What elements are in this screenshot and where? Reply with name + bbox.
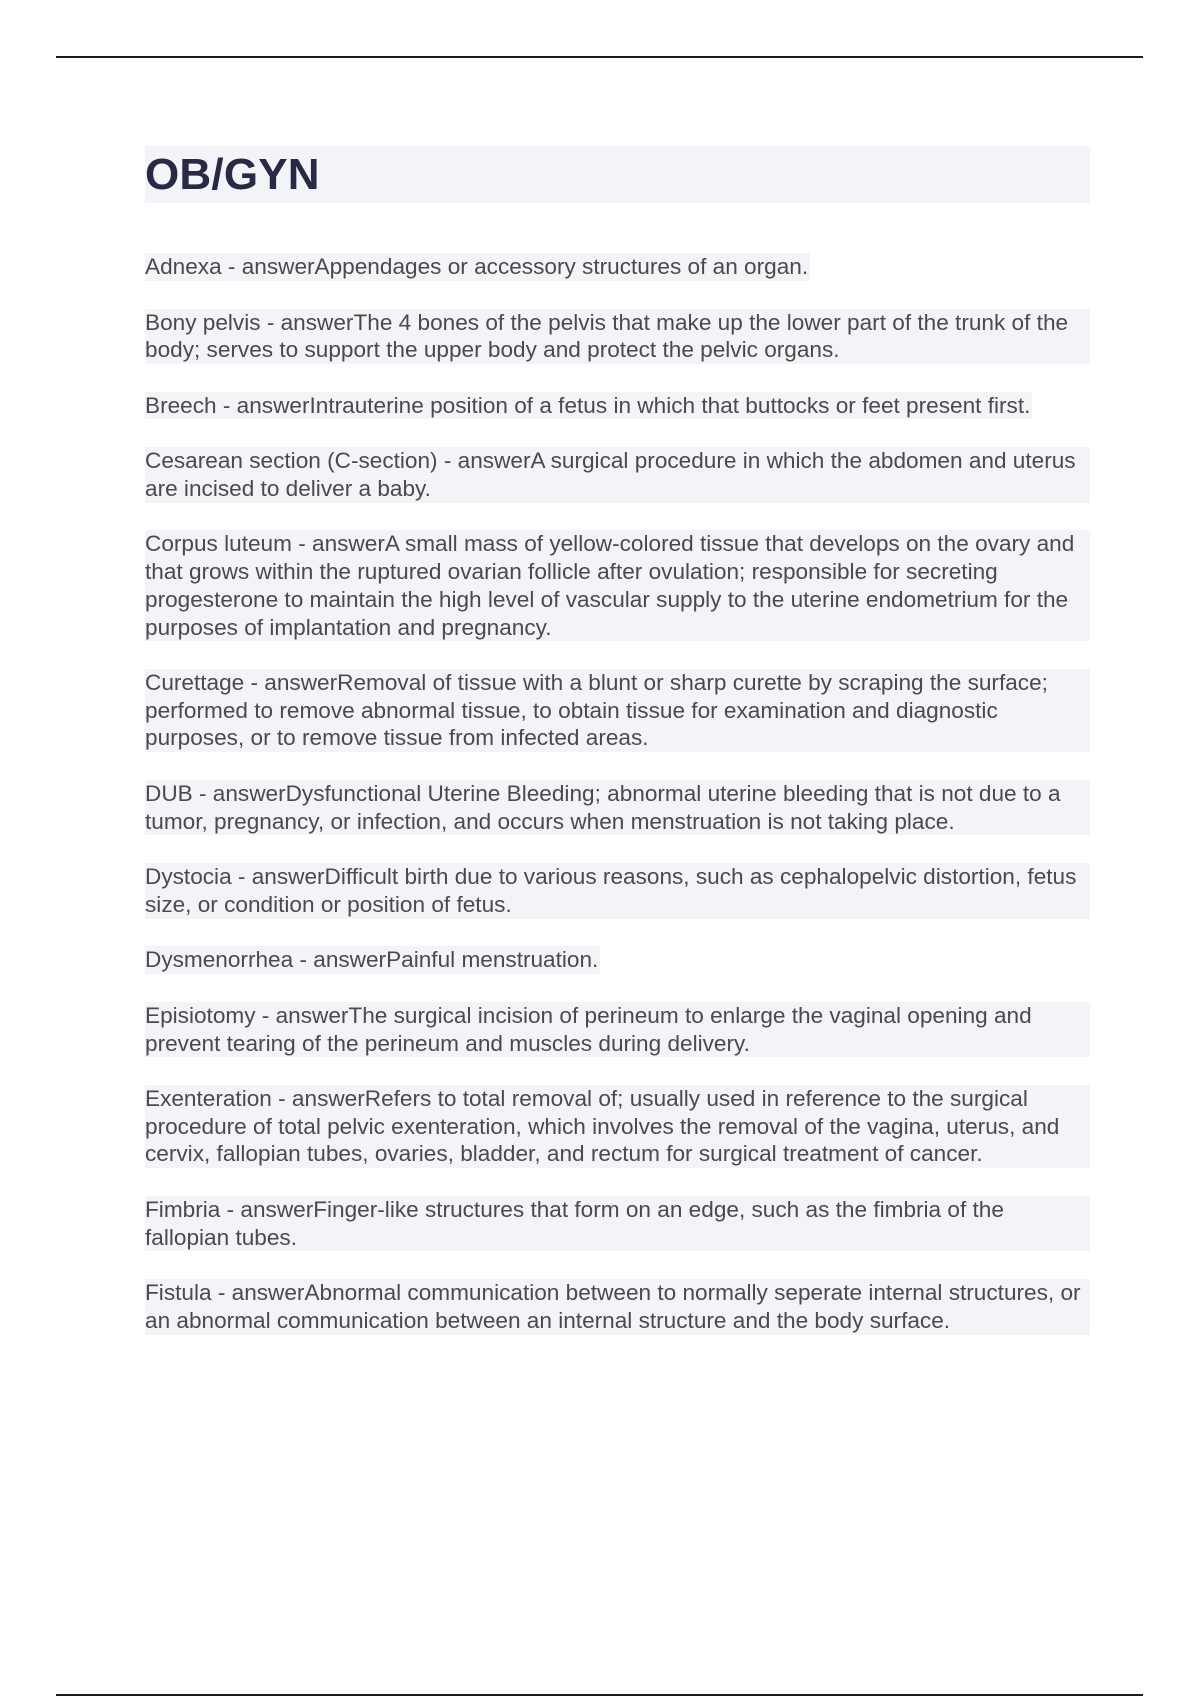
- glossary-entry: Bony pelvis - answerThe 4 bones of the pelvis that make up the lower part of the trunk of the body; serves to support the upper body and protect the pelvic organs.: [145, 309, 1090, 364]
- glossary-entry: Cesarean section (C-section) - answerA surgical procedure in which the abdomen and uterus are incised to deliver a baby.: [145, 447, 1090, 502]
- document-body: [145, 146, 1090, 1362]
- bottom-divider: [56, 1694, 1143, 1696]
- glossary-list: [145, 253, 1090, 1362]
- glossary-entry: Fistula - answerAbnormal communication between to normally seperate internal structures, or an abnormal communication between an internal structure and the body surface.: [145, 1279, 1090, 1334]
- glossary-entry: DUB - answerDysfunctional Uterine Bleeding; abnormal uterine bleeding that is not due to a tumor, pregnancy, or infection, and occurs when menstruation is not taking place.: [145, 780, 1090, 835]
- glossary-entry: Corpus luteum - answerA small mass of yellow-colored tissue that develops on the ovary and that grows within the ruptured ovarian follicle after ovulation; responsible for secreting progesterone to maintain the high level of vascular supply to the uterine endometrium for the purposes of implantation and pregnancy.: [145, 530, 1090, 641]
- glossary-entry: Curettage - answerRemoval of tissue with a blunt or sharp curette by scraping the surface; performed to remove abnormal tissue, to obtain tissue for examination and diagnostic purposes, or to remove tissue from infected areas.: [145, 669, 1090, 752]
- title-banner: [145, 146, 1090, 203]
- glossary-entry: Dysmenorrhea - answerPainful menstruation.: [145, 947, 599, 973]
- top-divider: [56, 56, 1143, 58]
- glossary-entry: Dystocia - answerDifficult birth due to various reasons, such as cephalopelvic distortion, fetus size, or condition or position of fetus.: [145, 863, 1090, 918]
- glossary-entry: Episiotomy - answerThe surgical incision of perineum to enlarge the vaginal opening and prevent tearing of the perineum and muscles during delivery.: [145, 1002, 1090, 1057]
- glossary-entry: Exenteration - answerRefers to total removal of; usually used in reference to the surgical procedure of total pelvic exenteration, which involves the removal of the vagina, uterus, and cervix, fallopian tubes, ovaries, bladder, and rectum for surgical treatment of cancer.: [145, 1085, 1090, 1168]
- page-title: OB/GYN: [145, 149, 320, 199]
- glossary-entry: Fimbria - answerFinger-like structures that form on an edge, such as the fimbria of the fallopian tubes.: [145, 1196, 1090, 1251]
- glossary-entry: Breech - answerIntrauterine position of a fetus in which that buttocks or feet present first.: [145, 392, 1031, 418]
- glossary-entry: Adnexa - answerAppendages or accessory structures of an organ.: [145, 254, 809, 279]
